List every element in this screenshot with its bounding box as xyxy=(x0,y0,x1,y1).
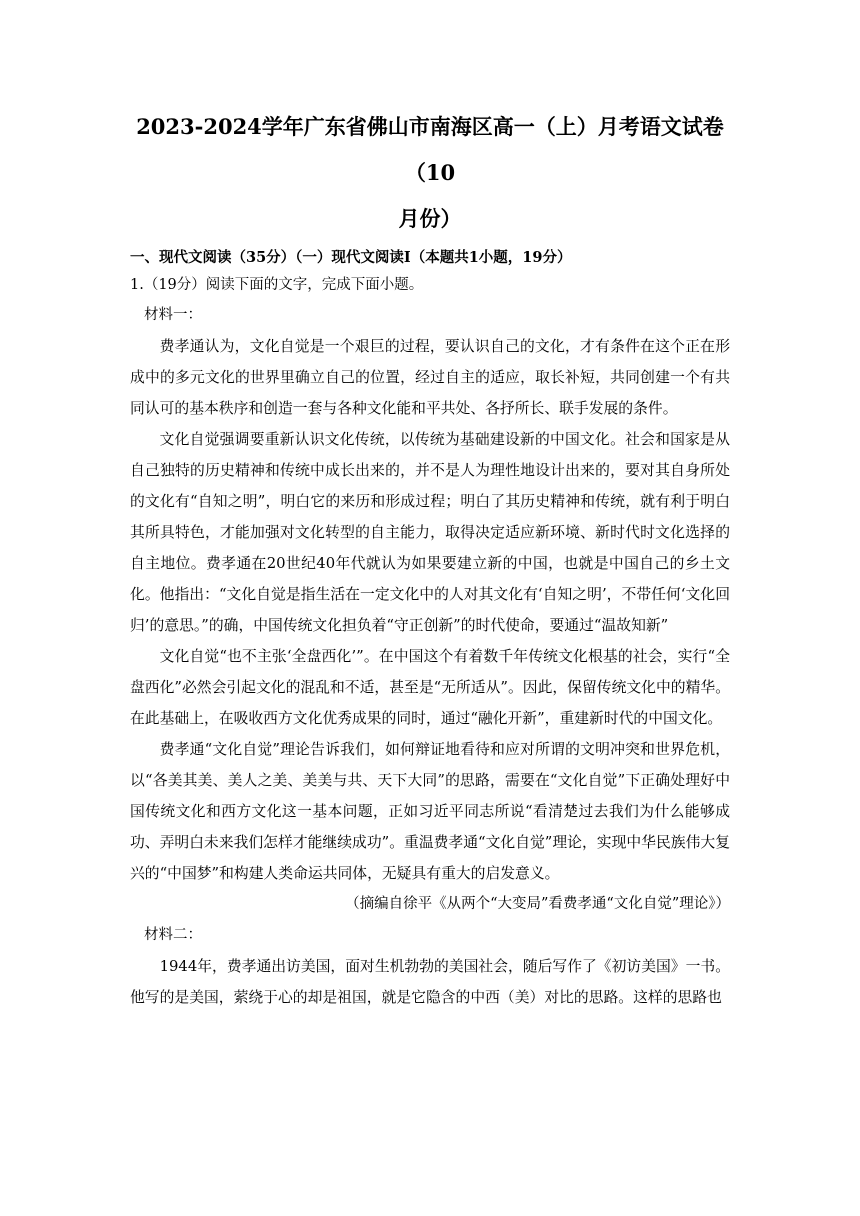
material-2-paragraph: 1944年，费孝通出访美国，面对生机勃勃的美国社会，随后写作了《初访美国》一书。他写的是美国，萦绕于心的却是祖国，就是它隐含的中西（美）对比的思路。这样的思路也 xyxy=(130,958,730,1006)
question-prompt: 1.（19分）阅读下面的文字，完成下面小题。 xyxy=(130,277,424,293)
document-page xyxy=(130,104,730,1013)
material-1-label: 材料一： xyxy=(144,307,202,323)
document-title-line-2: 月份） xyxy=(398,206,462,231)
material-1-paragraph: 文化自觉强调要重新认识文化传统，以传统为基础建设新的中国文化。社会和国家是从自己独特的历史精神和传统中成长出来的，并不是人为理性地设计出来的，要对其自身所处的文化有“自知之明”，明白它的来历和形成过程；明白了其历史精神和传统，就有利于明白其所具特色，才能加强对文化转型的自主能力，取得决定适应新环境、新时代时文化选择的自主地位。费孝通在20世纪40年代就认为如果要建立新的中国，也就是中国自己的乡土文化。他指出：“文化自觉是指生活在一定文化中的人对其文化有‘自知之明’，不带任何‘文化回归’的意思。”的确，中国传统文化担负着“守正创新”的时代使命，要通过“温故知新” xyxy=(130,431,730,634)
material-1-paragraph: 费孝通认为，文化自觉是一个艰巨的过程，要认识自己的文化，才有条件在这个正在形成中的多元文化的世界里确立自己的位置，经过自主的适应，取长补短，共同创建一个有共同认可的基本秩序和创造一套与各种文化能和平共处、各抒所长、联手发展的条件。 xyxy=(130,338,730,417)
material-1-source: （摘编自徐平《从两个“大变局”看费孝通“文化自觉”理论》） xyxy=(345,896,730,912)
material-2-label: 材料二： xyxy=(144,927,202,943)
material-1-paragraph: 费孝通“文化自觉”理论告诉我们，如何辩证地看待和应对所谓的文明冲突和世界危机，以“各美其美、美人之美、美美与共、天下大同”的思路，需要在“文化自觉”下正确处理好中国传统文化和西方文化这一基本问题，正如习近平同志所说“看清楚过去我们为什么能够成功、弄明白未来我们怎样才能继续成功”。重温费孝通“文化自觉”理论，实现中华民族伟大复兴的“中国梦”和构建人类命运共同体，无疑具有重大的启发意义。 xyxy=(130,741,730,882)
section-heading: 一、现代文阅读（35分）（一）现代文阅读Ⅰ（本题共1小题，19分） xyxy=(130,249,572,266)
document-title xyxy=(130,104,730,242)
document-title-line-1: 2023-2024学年广东省佛山市南海区高一（上）月考语文试卷（10 xyxy=(136,114,724,185)
material-1-paragraph: 文化自觉“也不主张‘全盘西化’”。在中国这个有着数千年传统文化根基的社会，实行“全盘西化”必然会引起文化的混乱和不适，甚至是“无所适从”。因此，保留传统文化中的精华。在此基础上，在吸收西方文化优秀成果的同时，通过“融化开新”，重建新时代的中国文化。 xyxy=(130,648,730,727)
